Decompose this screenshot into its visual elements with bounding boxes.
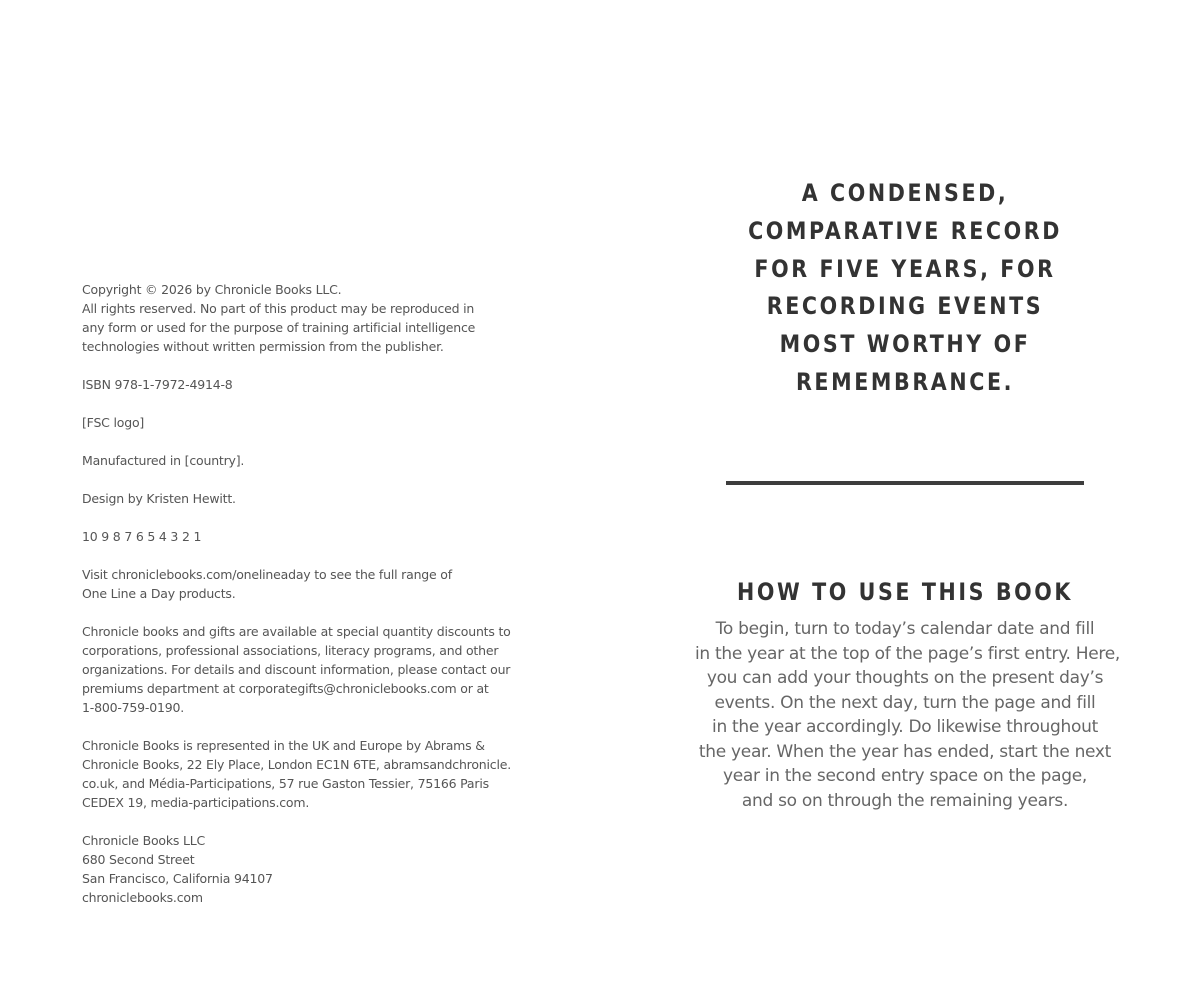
publisher-city: San Francisco, California 94107 bbox=[82, 871, 273, 886]
fsc-logo-text: [FSC logo] bbox=[82, 415, 145, 430]
design-credit-line: Design by Kristen Hewitt. bbox=[82, 491, 236, 506]
instruction-line: year in the second entry space on the page, bbox=[722, 766, 1088, 786]
special-sales bbox=[82, 622, 512, 717]
uk-representation-line: Chronicle Books is represented in the UK and Europe by Abrams & bbox=[82, 738, 485, 753]
manufactured-line: Manufactured in [country]. bbox=[82, 453, 245, 468]
motto-line: COMPARATIVE RECORD bbox=[748, 216, 1062, 245]
visit-line: One Line a Day products. bbox=[82, 586, 236, 601]
motto-line: REMEMBRANCE. bbox=[795, 367, 1015, 396]
printing-numbers: 10 9 8 7 6 5 4 3 2 1 bbox=[82, 529, 202, 544]
copyright-notice bbox=[82, 280, 512, 356]
instruction-line: events. On the next day, turn the page and fill bbox=[714, 692, 1096, 713]
special-sales-line: corporations, professional associations, literacy programs, and other bbox=[82, 643, 499, 658]
how-to-use-title: HOW TO USE THIS BOOK bbox=[736, 578, 1073, 606]
publisher-name: Chronicle Books LLC bbox=[82, 833, 206, 848]
motto-line: MOST WORTHY OF bbox=[779, 330, 1031, 359]
special-sales-line: organizations. For details and discount information, please contact our bbox=[82, 662, 511, 677]
special-sales-line: premiums department at corporategifts@chroniclebooks.com or at bbox=[82, 681, 489, 696]
design-credit bbox=[82, 489, 512, 508]
uk-representation-line: Chronicle Books, 22 Ely Place, London EC1N 6TE, abramsandchronicle. bbox=[82, 757, 511, 772]
rights-line: All rights reserved. No part of this product may be reproduced in bbox=[82, 301, 475, 316]
publisher-website: chroniclebooks.com bbox=[82, 890, 203, 905]
motto-line: FOR FIVE YEARS, FOR bbox=[754, 254, 1056, 283]
publisher-street: 680 Second Street bbox=[82, 852, 195, 867]
copyright-line: Copyright © 2026 by Chronicle Books LLC. bbox=[82, 282, 342, 297]
manufactured-in bbox=[82, 451, 512, 470]
rights-line: technologies without written permission from the publisher. bbox=[82, 339, 444, 354]
instruction-line: in the year at the top of the page’s first entry. Here, bbox=[695, 643, 1120, 664]
isbn bbox=[82, 375, 512, 394]
instruction-line: To begin, turn to today’s calendar date and fill bbox=[715, 619, 1095, 639]
visit-website bbox=[82, 565, 512, 603]
isbn-line: ISBN 978-1-7972-4914-8 bbox=[82, 377, 233, 392]
publisher-address bbox=[82, 831, 512, 907]
motto-line: A CONDENSED, bbox=[801, 179, 1009, 207]
fsc-logo-placeholder bbox=[82, 413, 512, 432]
instruction-line: in the year accordingly. Do likewise throughout bbox=[712, 717, 1098, 737]
instruction-line: the year. When the year has ended, start the next bbox=[698, 741, 1112, 762]
copyright-page bbox=[82, 280, 512, 907]
uk-representation bbox=[82, 736, 512, 812]
special-sales-line: Chronicle books and gifts are available at special quantity discounts to bbox=[82, 624, 511, 639]
uk-representation-line: co.uk, and Média-Participations, 57 rue Gaston Tessier, 75166 Paris bbox=[82, 776, 489, 791]
special-sales-line: 1-800-759-0190. bbox=[82, 700, 184, 715]
how-to-use-instructions bbox=[695, 617, 1120, 813]
uk-representation-line: CEDEX 19, media-participations.com. bbox=[82, 795, 310, 810]
instruction-line: and so on through the remaining years. bbox=[741, 790, 1069, 811]
book-motto bbox=[729, 175, 1082, 402]
printing-line bbox=[82, 527, 512, 546]
rights-line: any form or used for the purpose of training artificial intelligence bbox=[82, 320, 476, 335]
horizontal-divider bbox=[726, 481, 1084, 485]
visit-line: Visit chroniclebooks.com/onelineaday to see the full range of bbox=[82, 567, 452, 582]
instruction-line: you can add your thoughts on the present day’s bbox=[706, 668, 1104, 688]
motto-line: RECORDING EVENTS bbox=[766, 292, 1044, 321]
